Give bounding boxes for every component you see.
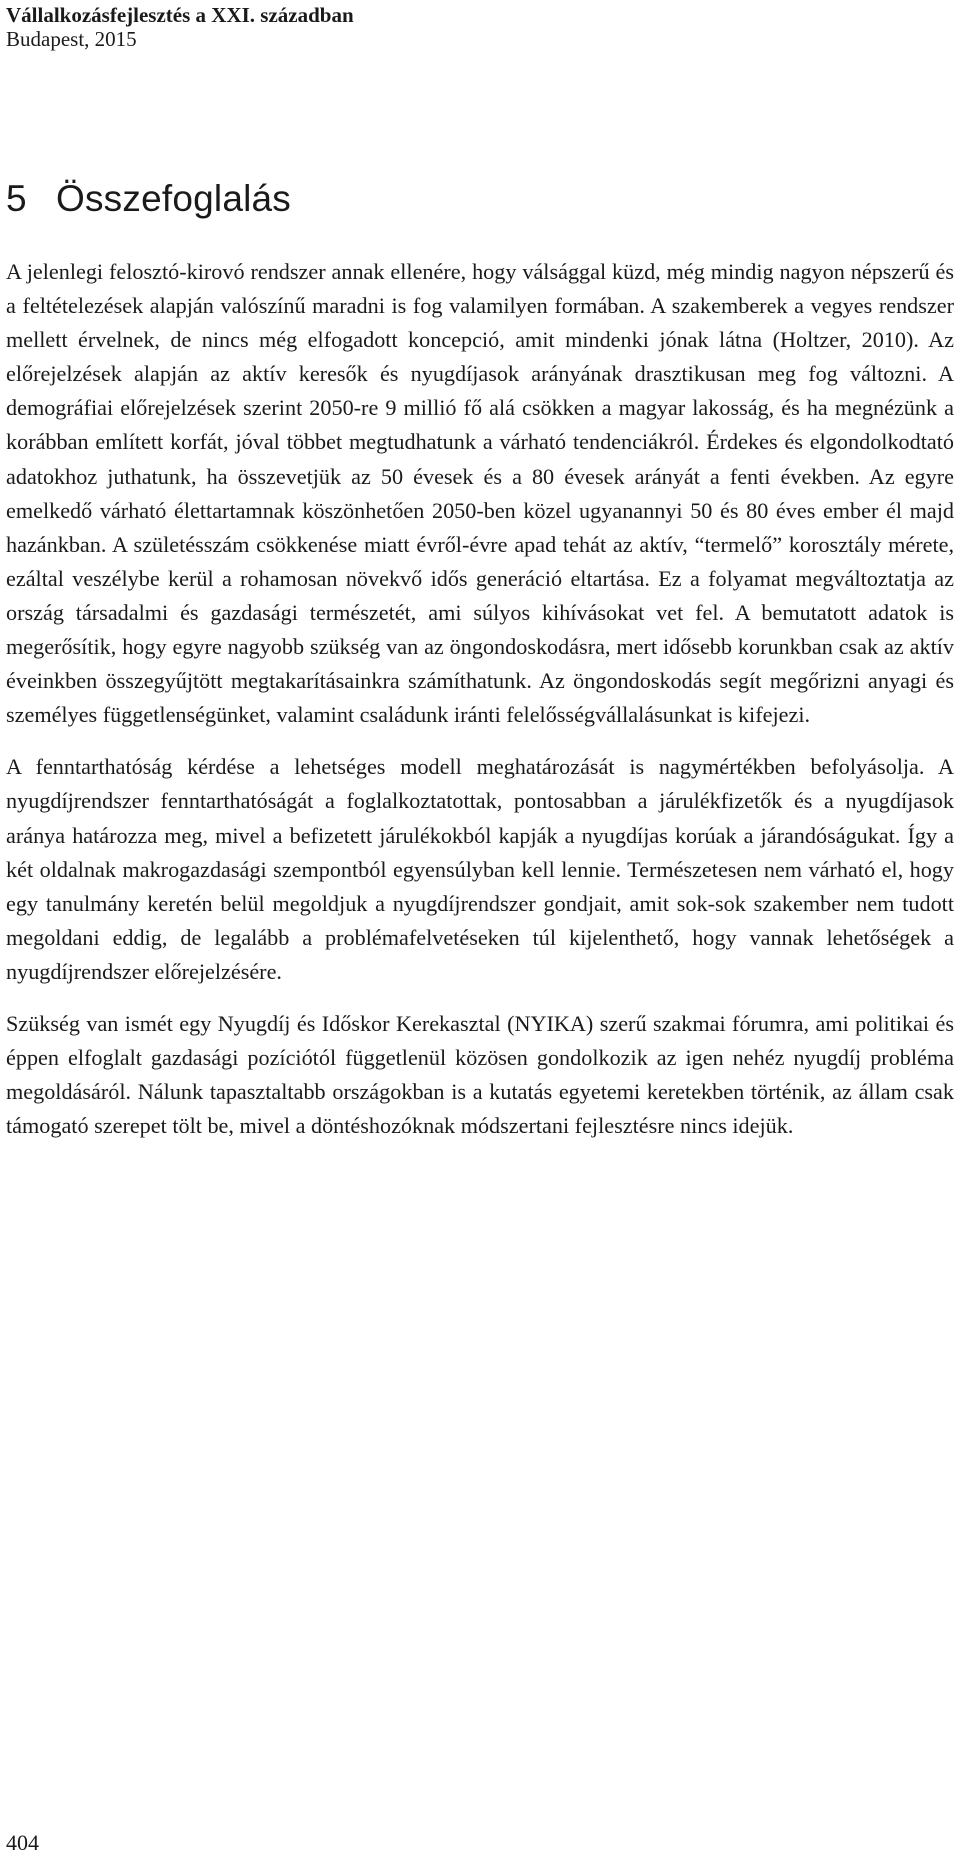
- page-number: 404: [6, 1830, 39, 1855]
- paragraph-2: A fenntarthatóság kérdése a lehetséges modell meghatározását is nagymértékben befolyásolja. A nyugdíjrendszer fenntarthatóságát a foglalkoztatottak, pontosabban a járulékfizetők és a nyugdíjasok aránya határozza meg, mivel a befizetett járulékokból kapják a nyugdíjas korúak a járandóságukat. Így a két oldalnak makrogazdasági szempontból egyensúlyban kell lennie. Természetesen nem várható el, hogy egy tanulmány keretén belül megoldjuk a nyugdíjrendszer gondjait, amit sok-sok szakember nem tudott megoldani eddig, de legalább a problémafelvetéseken túl kijelenthető, hogy vannak lehetőségek a nyugdíjrendszer előrejelzésére.: [6, 754, 954, 984]
- book-place-year: Budapest, 2015: [6, 27, 137, 51]
- paragraph-3: Szükség van ismét egy Nyugdíj és Időskor Kerekasztal (NYIKA) szerű szakmai fórumra, ami politikai és éppen elfoglalt gazdasági pozíciótól függetlenül közösen gondolkozik az igen nehéz nyugdíj probléma megoldásáról. Nálunk tapasztaltabb országokban is a kutatás egyetemi keretekben történik, az állam csak támogató szerepet tölt be, mivel a döntéshozóknak módszertani fejlesztésre nincs idejük.: [6, 1010, 954, 1139]
- body-text: [6, 255, 954, 1161]
- section-number: 5: [6, 178, 27, 219]
- running-header: [6, 3, 354, 51]
- book-title: Vállalkozásfejlesztés a XXI. században: [6, 3, 354, 27]
- paragraph-1: A jelenlegi felosztó-kirovó rendszer annak ellenére, hogy válsággal küzd, még mindig nagyon népszerű és a feltételezések alapján valószínű maradni is fog valamilyen formában. A szakemberek a vegyes rendszer mellett érvelnek, de nincs még elfogadott koncepció, amit mindenki jónak látna (Holtzer, 2010). Az előrejelzések alapján az aktív keresők és nyugdíjasok arányának drasztikusan meg fog változni. A demográfiai előrejelzések szerint 2050-re 9 millió fő alá csökken a magyar lakosság, és ha megnézünk a korábban említett korfát, jóval többet megtudhatunk a várható tendenciákról. Érdekes és elgondolkodtató adatokhoz juthatunk, ha összevetjük az 50 évesek és a 80 évesek arányát a fenti években. Az egyre emelkedő várható élettartamnak köszönhetően 2050-ben közel ugyanannyi 50 és 80 éves ember él majd hazánkban. A születésszám csökkenése miatt évről-évre apad tehát az aktív, “termelő” korosztály mérete, ezáltal veszélybe kerül a rohamosan növekvő idős generáció eltartása. Ez a folyamat megváltoztatja az ország társadalmi és gazdasági természetét, ami súlyos kihívásokat vet fel. A bemutatott adatok is megerősítik, hogy egyre nagyobb szükség van az öngondoskodásra, mert idősebb korunkban csak az aktív éveinkben összegyűjtött megtakarításainkra számíthatunk. Az öngondoskodás segít megőrizni anyagi és személyes függetlenségünket, valamint családunk iránti felelősségvállalásunkat is kifejezi.: [6, 259, 954, 728]
- section-title: Összefoglalás: [56, 178, 291, 219]
- section-heading: [6, 177, 291, 221]
